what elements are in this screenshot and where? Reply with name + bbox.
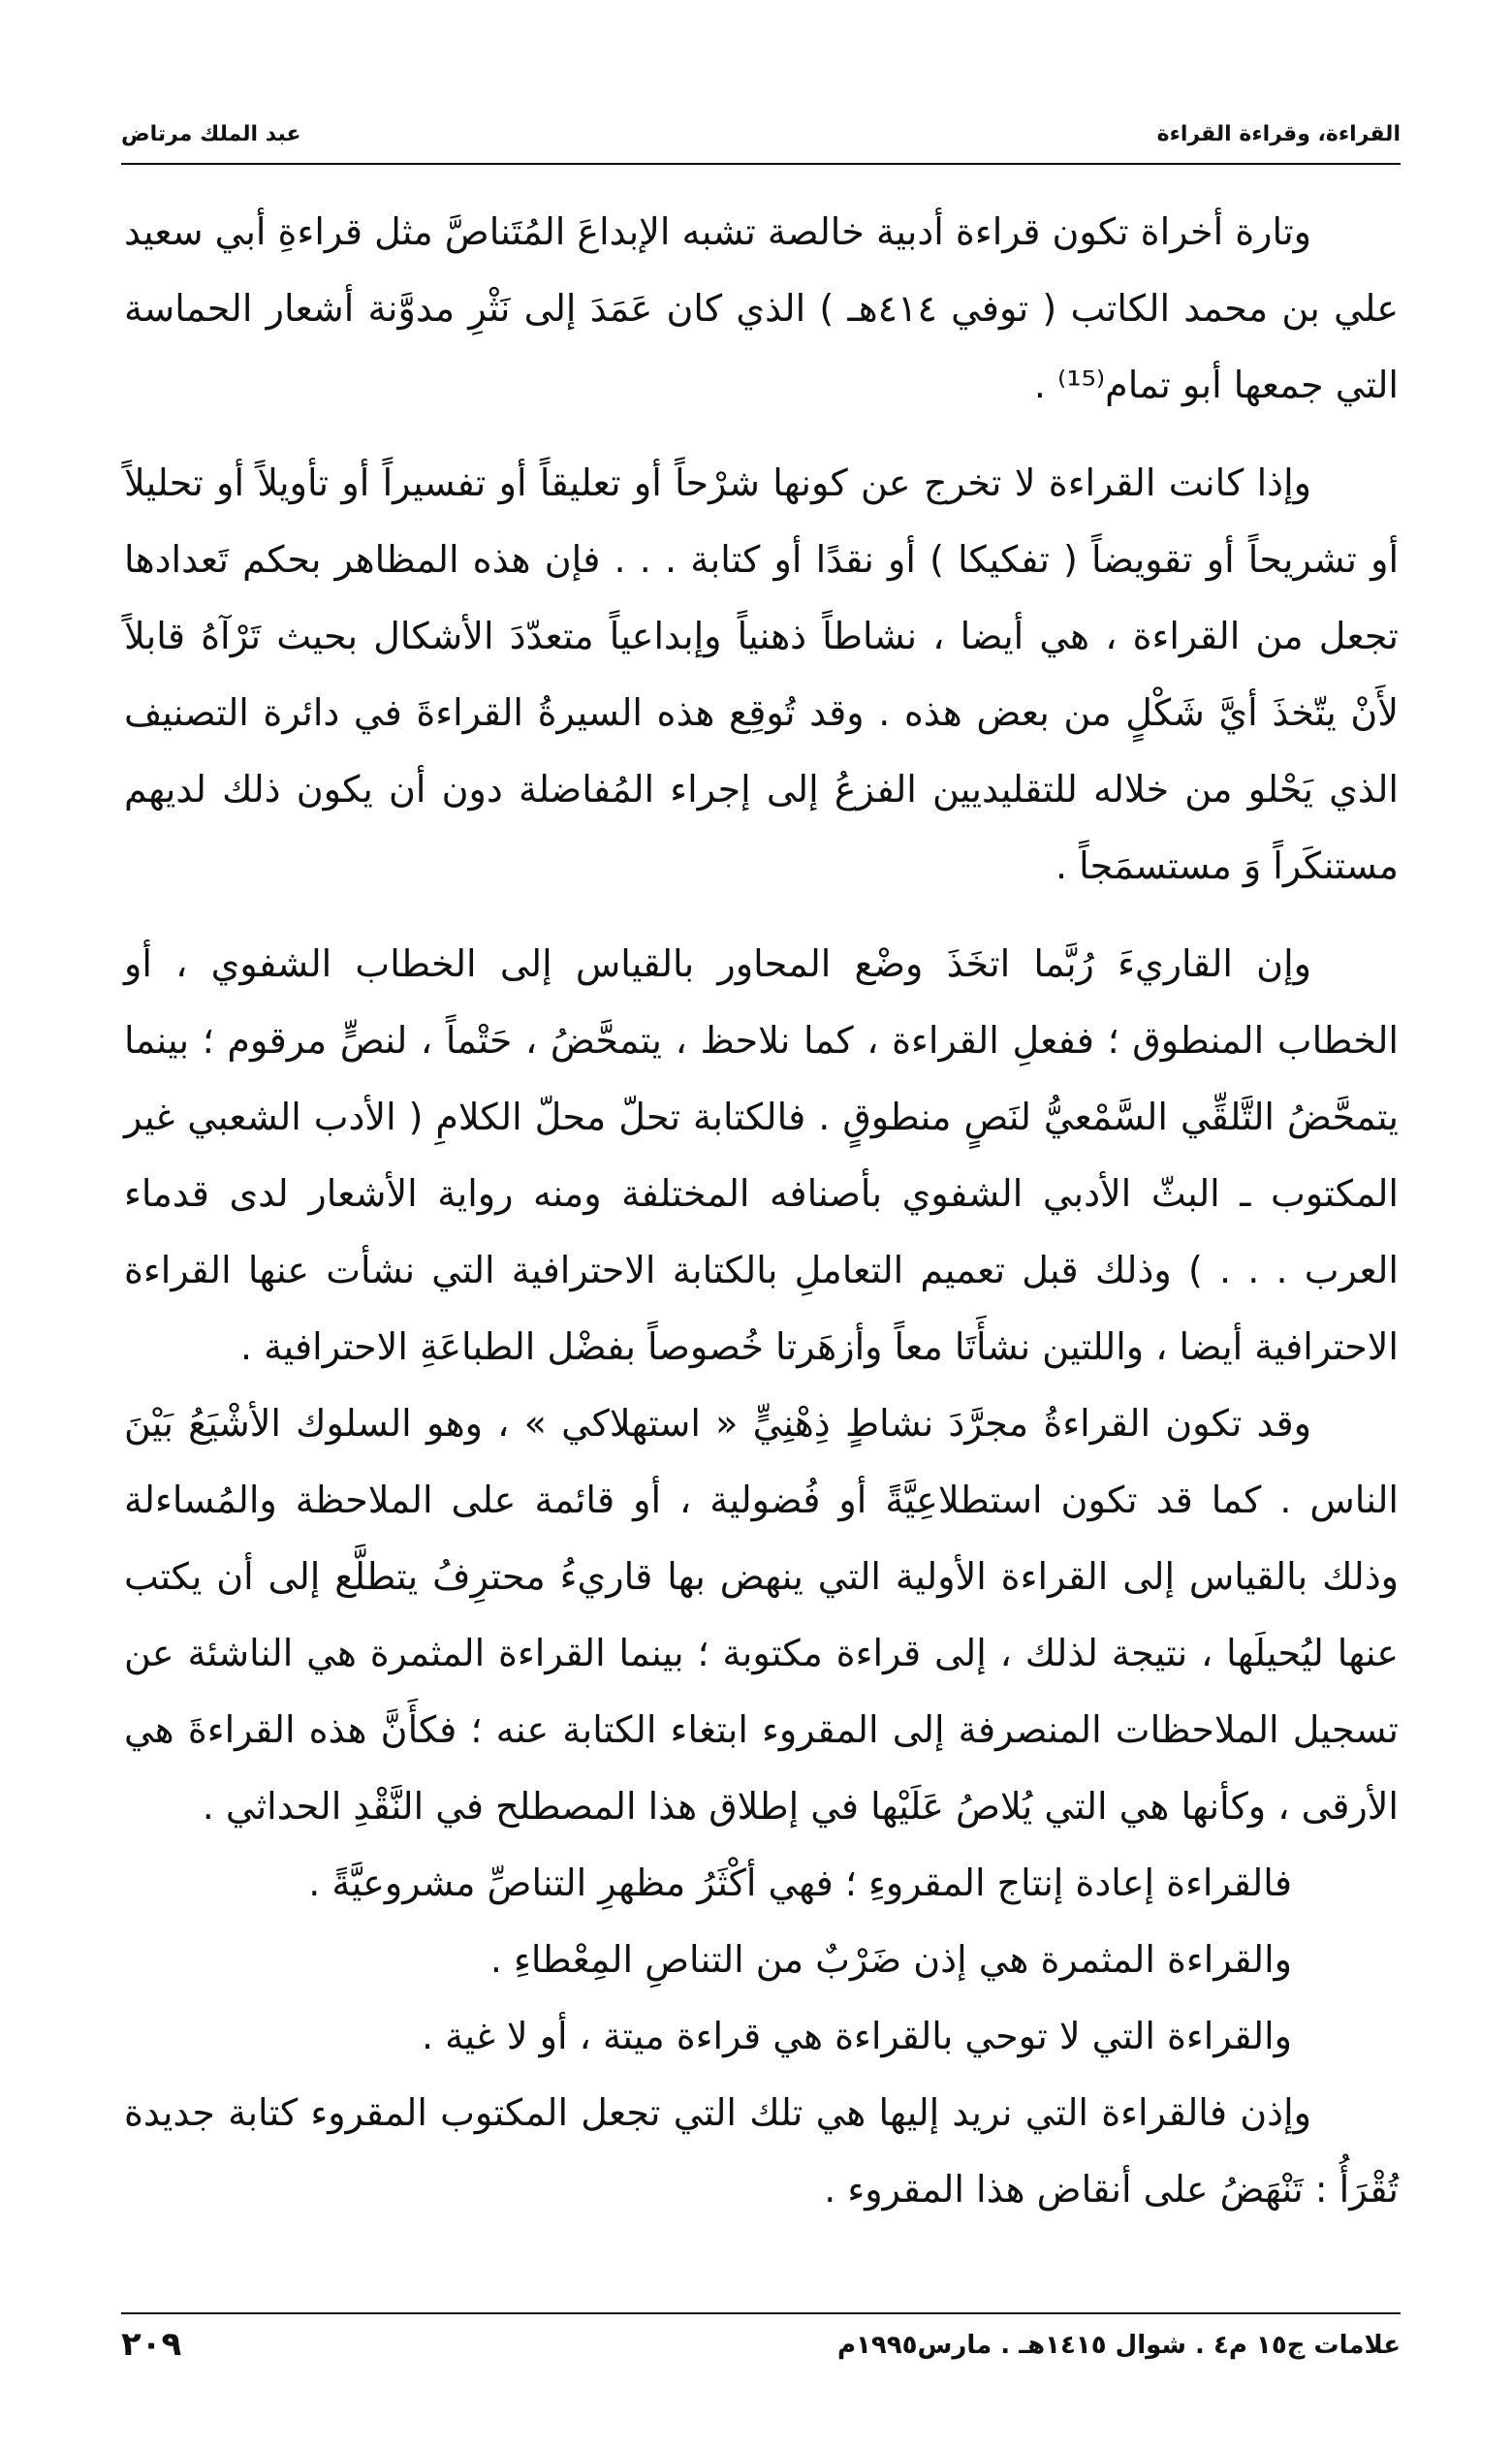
footer-divider (121, 2312, 1401, 2314)
page-number: ٢٠٩ (121, 2325, 182, 2364)
running-head (121, 114, 1401, 153)
paragraph-5: فالقراءة إعادة إنتاج المقروءِ ؛ فهي أكْثَرُ مظهرِ التناصِّ مشروعيَّةً . (308, 1862, 1292, 1904)
paragraph-6: والقراءة المثمرة هي إذن ضَرْبٌ من التناصِ المِعْطاءِ . (489, 1938, 1292, 1981)
paragraph-7: والقراءة التي لا توحي بالقراءة هي قراءة ميتة ، أو لا غية . (421, 2015, 1292, 2057)
paragraph-4: وقد تكون القراءةُ مجرَّدَ نشاطٍ ذِهْنِيٍّ « استهلاكي » ، وهو السلوك الأشْيَعُ بَيْنَ الناس . كما قد تكون استطلاعِيَّةً أو فُضولية ، أو قائمة على الملاحظة والمُساءلة وذلك بالقياس إلى القراءة الأولية التي ينهض بها قاريءُ محترِفُ يتطلَّع إلى أن يكتب عنها ليُحيلَها ، نتيجة لذلك ، إلى قراءة مكتوبة ؛ بينما القراءة المثمرة هي الناشئة عن تسجيل الملاحظات المنصرفة إلى المقروء ابتغاء الكتابة عنه ؛ فكأَنَّ هذه القراءةَ هي الأرقى ، وكأنها هي التي يُلاصُ عَلَيْها في إطلاق هذا المصطلح في النَّقْدِ الحداثي . (124, 1402, 1399, 1828)
paragraph-8: وإذن فالقراءة التي نريد إليها هي تلك التي تجعل المكتوب المقروء كتابة جديدة تُقْرَأُ : تَنْهَضُ على أنقاض هذا المقروء . (124, 2091, 1399, 2211)
running-head-title: القراءة، وقراءة القراءة (1156, 122, 1401, 146)
journal-citation: علامات ج١٥ م٤ . شوال ١٤١٥هـ . مارس١٩٩٥م (836, 2331, 1401, 2360)
paragraph-3: وإن القاريءَ رُبَّما اتخَذَ وضْع المحاور بالقياس إلى الخطاب الشفوي ، أو الخطاب المنطوق ؛ ففعلِ القراءة ، كما نلاحظ ، يتمحَّضُ ، حَتْماً ، لنصٍّ مرقوم ؛ بينما يتمحَّضُ التَّلقِّي السَّمْعيُّ لنَصٍ منطوقٍ . فالكتابة تحلّ محلّ الكلامِ ( الأدب الشعبي غير المكتوب ـ البثّ الأدبي الشفوي بأصنافه المختلفة ومنه رواية الأشعار لدى قدماء العرب . . . ) وذلك قبل تعميم التعاملِ بالكتابة الاحترافية التي نشأت عنها القراءة الاحترافية أيضا ، واللتين نشأَتَا معاً وأزهَرتا خُصوصاً بفضْل الطباعَةِ الاحترافية . (124, 942, 1399, 1368)
running-head-author: عبد الملك مرتاض (121, 122, 301, 146)
page-footer (121, 2325, 1401, 2383)
paragraph-2: وإذا كانت القراءة لا تخرج عن كونها شرْحاً أو تعليقاً أو تفسيراً أو تأويلاً أو تحليلاً أو تشريحاً أو تقويضاً ( تفكيكا ) أو نقدًا أو كتابة . . . فإن هذه المظاهر بحكم تَعدادها تجعل من القراءة ، هي أيضا ، نشاطاً ذهنياً وإبداعياً متعدّدَ الأشكال بحيث تَرْآهُ قابلاً لأَنْ يتّخذَ أيَّ شَكْلٍ من بعض هذه . وقد تُوقِع هذه السيرةُ القراءةَ في دائرة التصنيف الذي يَحْلو من خلاله للتقليديين الفزعُ إلى إجراء المُفاضلة دون أن يكون ذلك لديهم مستنكَراً وَ مستسمَجاً . (124, 462, 1399, 887)
paragraph-1: وتارة أخراة تكون قراءة أدبية خالصة تشبه الإبداعَ المُتَناصَّ مثل قراءةِ أبي سعيد علي بن محمد الكاتب ( توفي ٤١٤هـ ) الذي كان عَمَدَ إلى نَثْرِ مدوَّنة أشعار الحماسة التي جمعها أبو تمام⁽¹⁵⁾ . (124, 210, 1399, 406)
article-body (124, 194, 1399, 2228)
header-divider (121, 163, 1401, 165)
